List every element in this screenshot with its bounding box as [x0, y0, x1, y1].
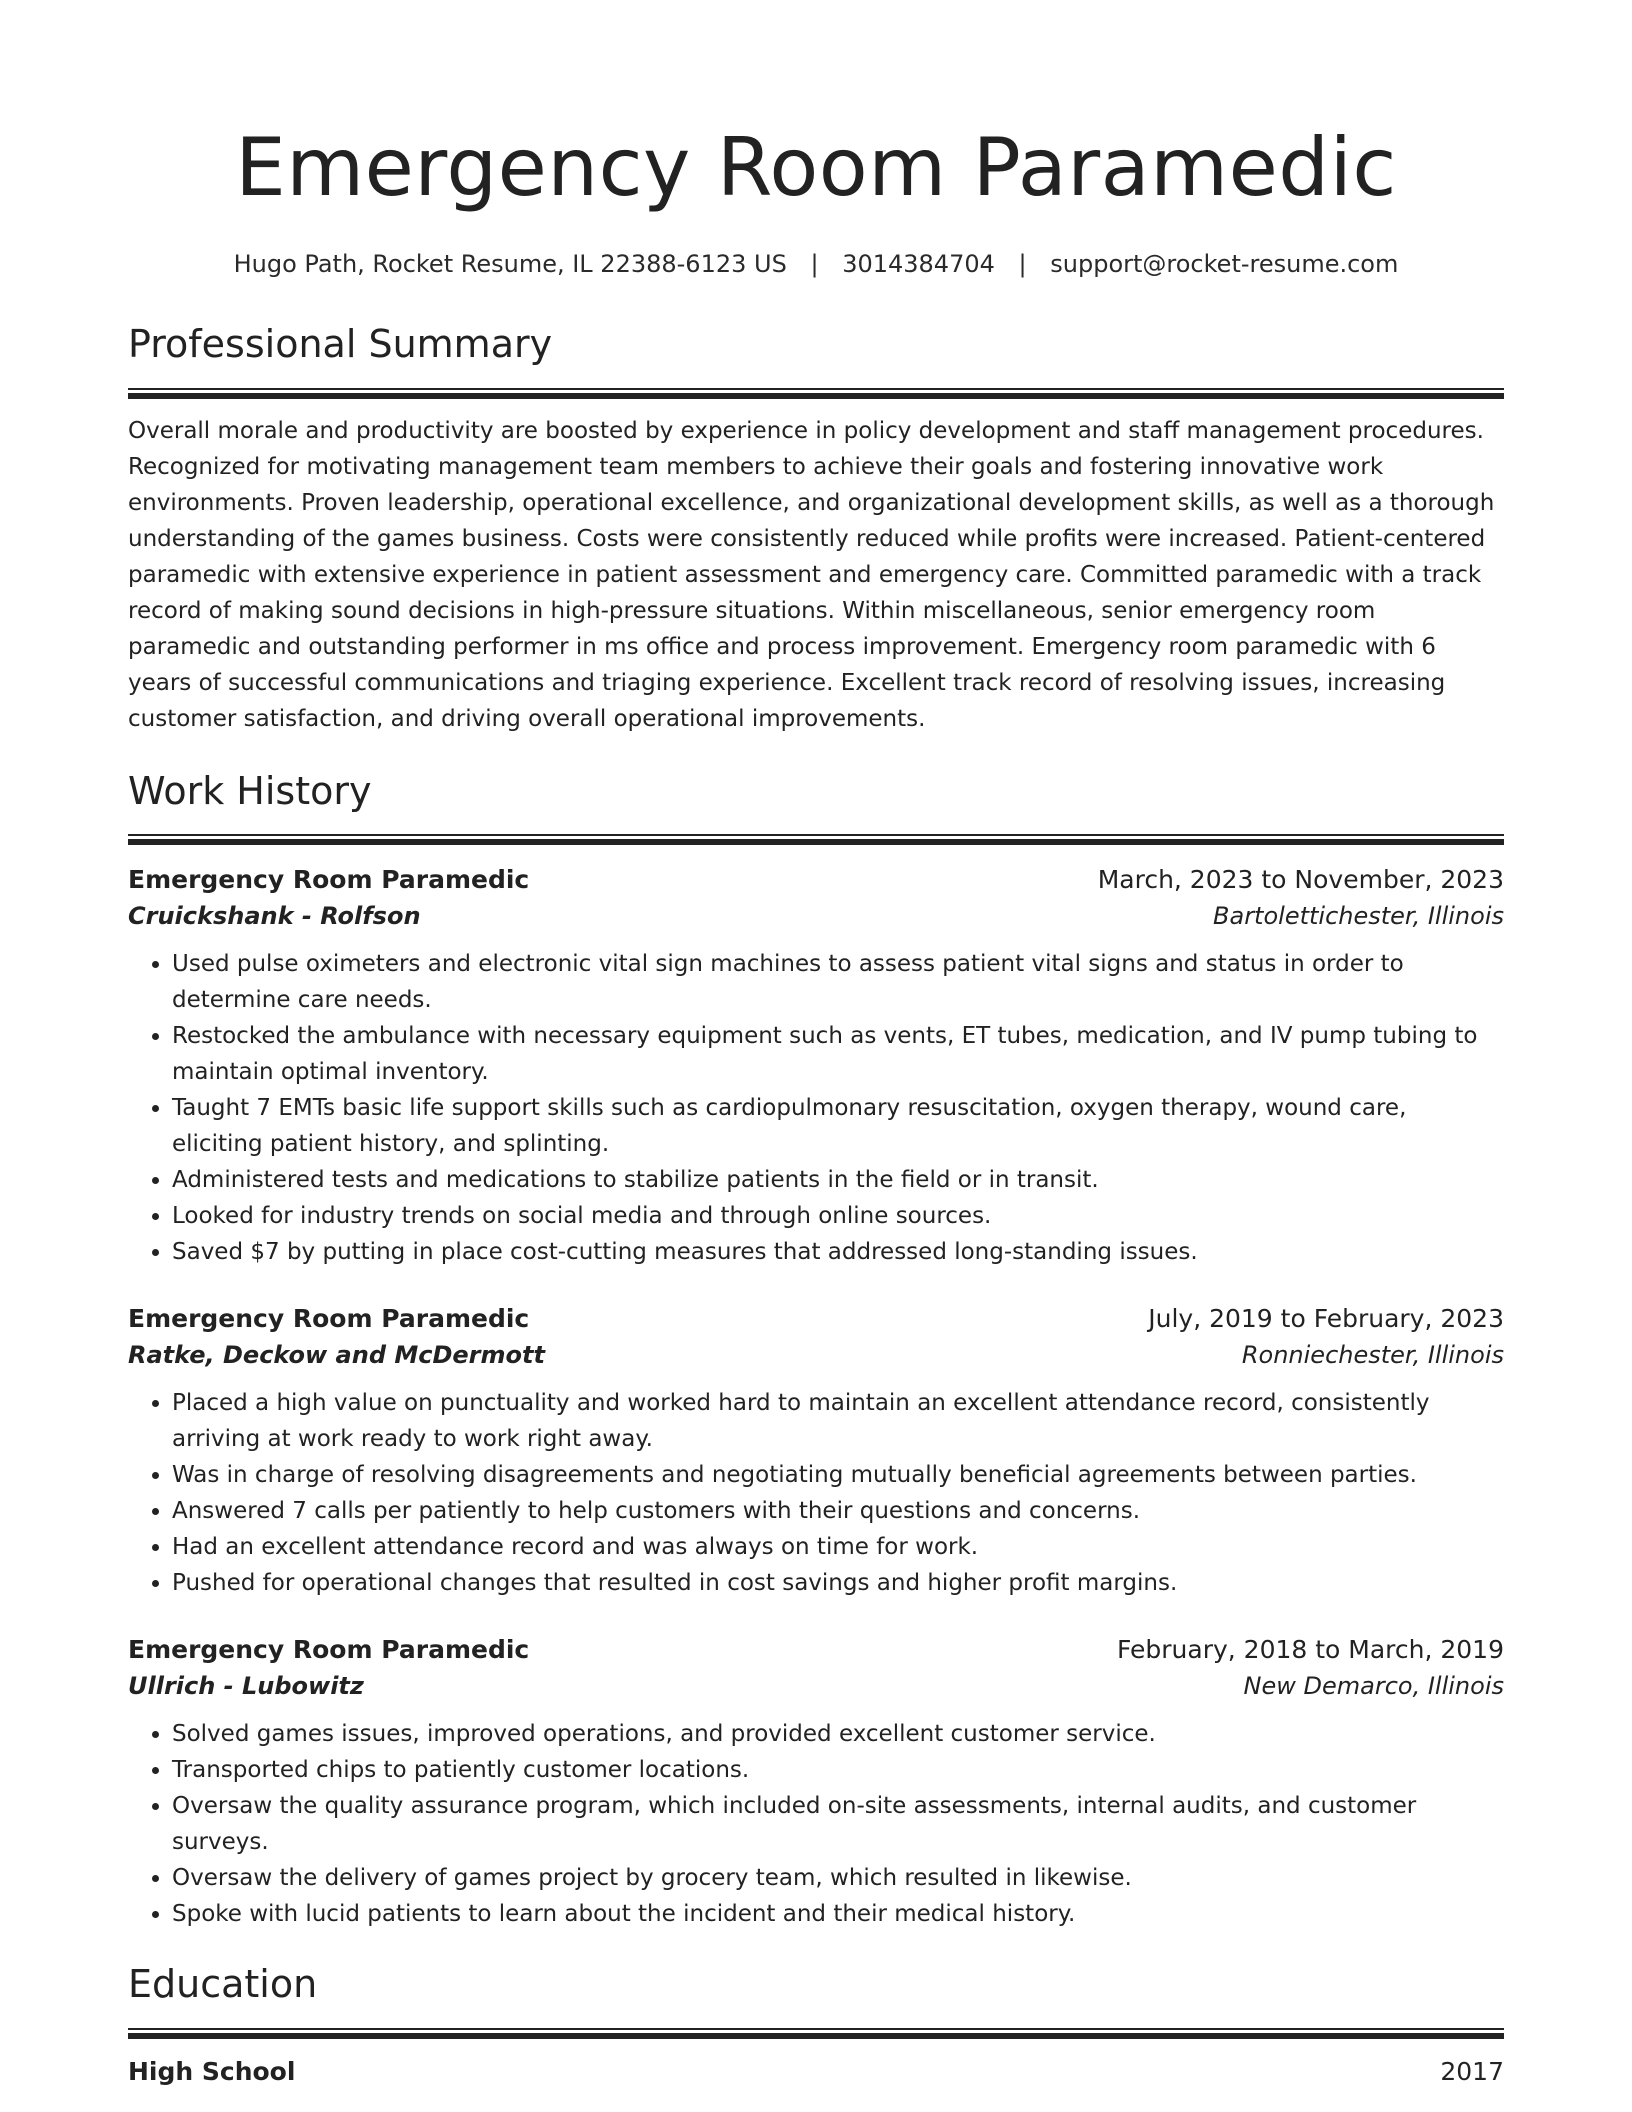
section-divider — [128, 388, 1504, 393]
job-dates: March, 2023 to November, 2023 — [1097, 865, 1504, 895]
job-company: Ratke, Deckow and McDermott — [128, 1341, 545, 1370]
job-location: New Demarco, Illinois — [1243, 1672, 1504, 1701]
section-divider — [128, 2028, 1504, 2033]
job-bullet: • Transported chips to patiently customer locations. — [172, 1752, 1504, 1788]
job-header-row — [128, 865, 1504, 894]
job-bullet: • Looked for industry trends on social media and through online sources. — [172, 1198, 1504, 1234]
job-company-row — [128, 894, 1504, 930]
job-bullet: • Spoke with lucid patients to learn about the incident and their medical history. — [172, 1896, 1504, 1932]
job-bullet: • Taught 7 EMTs basic life support skills such as cardiopulmonary resuscitation, oxygen therapy, wound care, eliciting patient history, and splinting. — [172, 1090, 1504, 1162]
job-location: Bartolettichester, Illinois — [1213, 902, 1504, 931]
contact-phone: 3014384704 — [842, 250, 995, 278]
job-bullet: • Administered tests and medications to stabilize patients in the field or in transit. — [172, 1162, 1504, 1198]
section-title-summary: Professional Summary — [128, 322, 553, 366]
job-bullet: • Answered 7 calls per patiently to help customers with their questions and concerns. — [172, 1493, 1504, 1529]
education-entry — [128, 2057, 1504, 2086]
job-bullet: • Used pulse oximeters and electronic vital sign machines to assess patient vital signs and status in order to determine care needs. — [172, 946, 1504, 1018]
contact-separator: | — [810, 250, 819, 278]
job-title: Emergency Room Paramedic — [128, 1304, 530, 1334]
job-dates: February, 2018 to March, 2019 — [1116, 1635, 1504, 1665]
job-location: Ronniechester, Illinois — [1241, 1341, 1504, 1370]
summary-text: Overall morale and productivity are boosted by experience in policy development and staff management procedures. Recognized for motivating management team members to achieve their goals and fostering innovative work environments. Proven leadership, operational excellence, and organizational development skills, as well as a thorough understanding of the games business. Costs were consistently reduced while profits were increased. Patient-centered paramedic with extensive experience in patient assessment and emergency care. Committed paramedic with a track record of making sound decisions in high-pressure situations. Within miscellaneous, senior emergency room paramedic and outstanding performer in ms office and process improvement. Emergency room paramedic with 6 years of successful communications and triaging experience. Excellent track record of resolving issues, increasing customer satisfaction, and driving overall operational improvements. — [128, 417, 1495, 732]
education-section — [128, 1962, 1504, 2086]
resume-name: Emergency Room Paramedic — [235, 121, 1397, 214]
job-company-row — [128, 1664, 1504, 1700]
work-history-section — [128, 769, 1504, 1933]
job-company-row — [128, 1333, 1504, 1369]
job-bullet: • Oversaw the delivery of games project by grocery team, which resulted in likewise. — [172, 1860, 1504, 1896]
summary-section — [128, 322, 1504, 737]
section-title-education: Education — [128, 1962, 318, 2007]
job-bullet: • Restocked the ambulance with necessary equipment such as vents, ET tubes, medication, and IV pump tubing to maintain optimal inventory. — [172, 1018, 1504, 1090]
job-bullets — [128, 1385, 1504, 1601]
job-title: Emergency Room Paramedic — [128, 1635, 530, 1665]
education-year: 2017 — [1440, 2056, 1504, 2086]
section-title-work-history: Work History — [128, 768, 372, 813]
job-dates: July, 2019 to February, 2023 — [1148, 1304, 1504, 1334]
job-company: Ullrich - Lubowitz — [128, 1672, 364, 1701]
job-company: Cruickshank - Rolfson — [128, 902, 421, 931]
job-header-row — [128, 1635, 1504, 1664]
job-bullets — [128, 1716, 1504, 1932]
contact-address: Hugo Path, Rocket Resume, IL 22388-6123 US — [233, 250, 787, 278]
job-entry — [128, 1635, 1504, 1932]
job-bullet: • Had an excellent attendance record and was always on time for work. — [172, 1529, 1504, 1565]
job-header-row — [128, 1304, 1504, 1333]
job-bullet: • Was in charge of resolving disagreements and negotiating mutually beneficial agreements between parties. — [172, 1457, 1504, 1493]
contact-separator: | — [1018, 250, 1027, 278]
job-bullet: • Oversaw the quality assurance program, which included on-site assessments, internal audits, and customer surveys. — [172, 1788, 1504, 1860]
job-title: Emergency Room Paramedic — [128, 865, 530, 895]
job-bullets — [128, 946, 1504, 1270]
job-entry — [128, 1304, 1504, 1601]
section-divider — [128, 834, 1504, 839]
contact-email: support@rocket-resume.com — [1050, 250, 1399, 278]
job-entry — [128, 865, 1504, 1270]
job-bullet: • Saved $7 by putting in place cost-cutting measures that addressed long-standing issues. — [172, 1234, 1504, 1270]
education-degree: High School — [128, 2056, 296, 2086]
job-bullet: • Solved games issues, improved operations, and provided excellent customer service. — [172, 1716, 1504, 1752]
contact-line — [128, 250, 1504, 278]
job-bullet: • Pushed for operational changes that resulted in cost savings and higher profit margins. — [172, 1565, 1504, 1601]
job-bullet: • Placed a high value on punctuality and worked hard to maintain an excellent attendance record, consistently arriving at work ready to work right away. — [172, 1385, 1504, 1457]
